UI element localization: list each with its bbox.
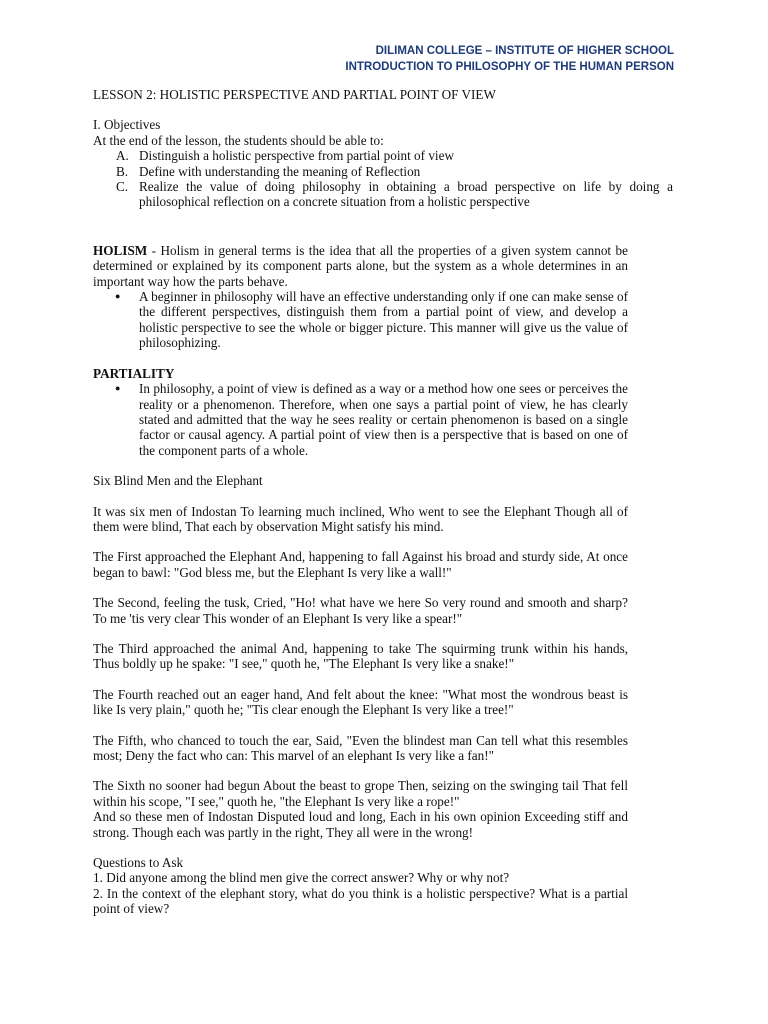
document-header	[345, 43, 674, 75]
story-title: Six Blind Men and the Elephant	[93, 473, 263, 489]
bullet-icon: ●	[115, 291, 121, 302]
questions-section	[93, 855, 628, 917]
objectives-list	[93, 148, 673, 210]
question-item: 2. In the context of the elephant story, what do you think is a holistic perspective? What is a partial point of view?	[93, 885, 628, 917]
objective-item	[116, 179, 673, 210]
partiality-heading	[93, 366, 628, 381]
question-item: 1. Did anyone among the blind men give the correct answer? Why or why not?	[93, 870, 510, 886]
objectives-intro: At the end of the lesson, the students should be able to:	[93, 132, 384, 148]
story-paragraph: The First approached the Elephant And, happening to fall Against his broad and sturdy side, At once began to bawl: "God bless me, but the Elephant Is very like a wall!"	[93, 549, 628, 580]
holism-term: HOLISM	[93, 242, 148, 258]
list-item	[115, 289, 628, 351]
story-paragraph: The Third approached the animal And, happening to take The squirming trunk within his hands, Thus boldly up he spake: "I see," quoth he, "The Elephant Is very like a snake!"	[93, 640, 628, 672]
holism-definition	[93, 243, 628, 289]
holism-bullets	[93, 289, 628, 351]
objective-text: Realize the value of doing philosophy in obtaining a broad perspective on life by doing a philosophical reflection on a concrete situation from a holistic perspective	[139, 179, 673, 210]
document-body	[93, 87, 673, 917]
story-paragraph: The Fifth, who chanced to touch the ear, Said, "Even the blindest man Can tell what this resembles most; Deny the fact who can: This marvel of an elephant Is very like a fan!"	[93, 732, 628, 763]
holism-text: - Holism in general terms is the idea that all the properties of a given system cannot be determined or explained by its component parts alone, but the system as a whole determines in an important way how the parts behave.	[93, 242, 628, 289]
header-institution: DILIMAN COLLEGE – INSTITUTE OF HIGHER SCHOOL	[375, 45, 674, 57]
objectives-section	[93, 117, 673, 209]
story-paragraph: The Second, feeling the tusk, Cried, "Ho! what have we here So very round and smooth and sharp? To me 'tis very clear This wonder of an Elephant Is very like a spear!"	[93, 595, 628, 626]
objective-item	[116, 148, 673, 164]
objective-item	[116, 163, 673, 179]
objective-text: Define with understanding the meaning of Reflection	[139, 163, 421, 179]
objectives-heading: I. Objectives	[93, 117, 161, 133]
questions-heading: Questions to Ask	[93, 855, 184, 871]
holism-section	[93, 243, 628, 351]
story-paragraph: It was six men of Indostan To learning much inclined, Who went to see the Elephant Though all of them were blind, That each by observation Might satisfy his mind.	[93, 503, 628, 534]
story-paragraph: The Sixth no sooner had begun About the beast to grope Then, seizing on the swinging tail That fell within his scope, "I see," quoth he, "the Elephant Is very like a rope!"	[93, 778, 628, 809]
story-section	[93, 473, 628, 840]
objective-marker: C.	[116, 179, 129, 195]
partiality-bullets	[93, 381, 628, 458]
objective-marker: A.	[116, 148, 129, 164]
story-conclusion: And so these men of Indostan Disputed loud and long, Each in his own opinion Exceeding stiff and strong. Though each was partly in the right, They all were in the wrong!	[93, 809, 628, 840]
story-paragraph: The Fourth reached out an eager hand, And felt about the knee: "What most the wondrous beast is like Is very plain," quoth he; "Tis clear enough the Elephant Is very like a tree!"	[93, 686, 628, 718]
partiality-heading-text: PARTIALITY	[93, 365, 175, 381]
objective-text: Distinguish a holistic perspective from partial point of view	[139, 148, 454, 164]
partiality-bullet-text: In philosophy, a point of view is defined as a way or a method how one sees or perceives the reality or a phenomenon. Therefore, when one says a partial point of view, he has clearly stated and admitted that the way he sees reality or certain phenomenon is based on a single factor or causal agency. A partial point of view then is a perspective that is based on one of the component parts of a whole.	[139, 381, 628, 458]
objective-marker: B.	[116, 163, 129, 179]
holism-bullet-text: A beginner in philosophy will have an effective understanding only if one can make sense of the different perspectives, distinguish them from a partial point of view, and develop a holistic perspective to see the whole or bigger picture. This manner will give us the value of philosophizing.	[139, 289, 628, 351]
lesson-title: LESSON 2: HOLISTIC PERSPECTIVE AND PARTIAL POINT OF VIEW	[93, 87, 496, 102]
header-course: INTRODUCTION TO PHILOSOPHY OF THE HUMAN PERSON	[345, 61, 674, 73]
list-item	[115, 381, 628, 458]
partiality-section	[93, 366, 628, 458]
bullet-icon: ●	[115, 383, 121, 394]
